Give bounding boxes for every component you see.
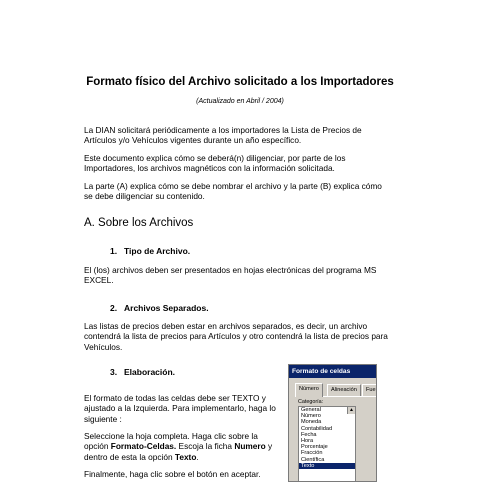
category-item: Científica bbox=[301, 456, 325, 463]
scroll-up-icon: ▲ bbox=[347, 407, 355, 414]
subheading-label: Archivos Separados. bbox=[124, 303, 209, 313]
step-text: Escoja la ficha bbox=[176, 441, 235, 452]
step-text: y dentro de esta la opción bbox=[84, 441, 273, 462]
category-item: Hora bbox=[301, 438, 314, 445]
document-title: Formato físico del Archivo solicitado a los Importadores bbox=[86, 76, 394, 88]
subheading-label: Elaboración. bbox=[124, 367, 176, 377]
elaboracion-paragraph: El formato de todas las celdas debe ser TEXTO y ajustado a la Izquierda. Para implementarlo, haga lo siguiente : bbox=[84, 393, 276, 424]
category-item-selected: Texto bbox=[299, 463, 355, 469]
category-item: Moneda bbox=[301, 419, 322, 426]
intro-paragraph-1: La DIAN solicitará periódicamente a los importadores la Lista de Precios de Artículos y/o Vehículos vigentes durante un año específico. bbox=[84, 125, 362, 146]
elaboracion-step-select bbox=[84, 431, 284, 462]
category-item: Contabilidad bbox=[301, 425, 333, 432]
tab-alineacion: Alineación bbox=[327, 384, 361, 396]
intro-paragraph-3: La parte (A) explica cómo se debe nombrar el archivo y la parte (B) explica cómo se debe diligenciar su contenido. bbox=[84, 181, 382, 202]
tipo-archivo-paragraph: El (los) archivos deben ser presentados en hojas electrónicas del programa MS EXCEL. bbox=[84, 265, 377, 286]
step-bold-texto: Texto bbox=[174, 451, 197, 462]
elaboracion-step-accept: Finalmente, haga clic sobre el botón en aceptar. bbox=[84, 469, 261, 479]
subheading-number: 3. bbox=[110, 367, 118, 377]
subheading-tipo-archivo bbox=[110, 246, 190, 256]
subheading-number: 1. bbox=[110, 246, 118, 256]
step-bold-numero: Numero bbox=[234, 441, 266, 452]
dialog-title: Formato de celdas bbox=[289, 365, 376, 378]
category-item: Porcentaje bbox=[301, 444, 328, 451]
step-text: . bbox=[196, 451, 199, 462]
format-cells-dialog-image bbox=[288, 364, 377, 482]
category-item: Fracción bbox=[301, 450, 323, 457]
intro-paragraph-2: Este documento explica cómo se deberá(n) diligenciar, por parte de los Importadores, los archivos magnéticos con la información solicitada. bbox=[84, 153, 346, 174]
document-subtitle: (Actualizado en Abril / 2004) bbox=[196, 98, 284, 105]
category-list bbox=[298, 406, 356, 482]
archivos-separados-paragraph: Las listas de precios deben estar en archivos separados, es decir, un archivo contendrá la lista de precios para Artículos y otro contendrá la lista de precios para Vehículos. bbox=[84, 321, 388, 352]
category-item: General bbox=[301, 407, 321, 413]
dialog-tabs bbox=[289, 384, 376, 396]
subheading-archivos-separados bbox=[110, 303, 209, 313]
section-heading-a: A. Sobre los Archivos bbox=[84, 217, 194, 229]
dialog-tab-body bbox=[295, 396, 376, 481]
tab-numero: Número bbox=[295, 383, 323, 397]
category-item: Fecha bbox=[301, 431, 317, 438]
step-text: Seleccione la hoja completa. Haga clic sobre la opción bbox=[84, 431, 258, 452]
subheading-number: 2. bbox=[110, 303, 118, 313]
category-label: Categoría: bbox=[298, 399, 324, 405]
category-item: Número bbox=[301, 413, 321, 420]
tab-fuente: Fue bbox=[362, 384, 377, 396]
step-bold-formato-celdas: Formato-Celdas. bbox=[110, 441, 177, 452]
subheading-elaboracion bbox=[110, 367, 175, 377]
subheading-label: Tipo de Archivo. bbox=[124, 246, 191, 256]
